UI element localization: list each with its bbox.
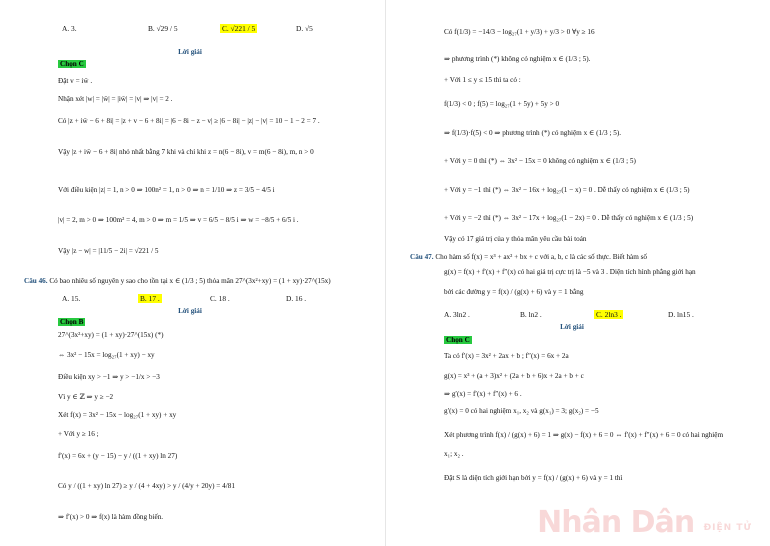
solution-line: Nhận xét |w| = |w̄| = |iw̄| = |v| ⇒ |v| = 2 . [58,95,173,103]
solution-line: g′(x) = 0 có hai nghiệm x₁, x₂ và g(x₁) = 3; g(x₂) = −5 [444,407,599,415]
solution-line: x₁; x₂ . [444,450,464,458]
solution-heading: Lời giải [178,307,202,315]
column-divider [385,0,386,546]
solution-line: Vậy có 17 giá trị của y thỏa mãn yêu cầu bài toán [444,235,587,243]
solution-line: ⇒ f′(x) > 0 ⇒ f(x) là hàm đồng biến. [58,513,164,521]
solution-line: g(x) = x³ + (a + 3)x² + (2a + b + 6)x + 2a + b + c [444,372,584,380]
solution-line: Có y / ((1 + xy) ln 27) ≥ y / (4 + 4xy) > y / (4/y + 20y) = 4/81 [58,482,235,490]
solution-line: Với điều kiện |z| = 1, n > 0 ⇒ 100n² = 1, n > 0 ⇒ n = 1/10 ⇒ z = 3/5 − 4/5 i [58,186,275,194]
solution-line: f(1/3) < 0 ; f(5) = log₂₇(1 + 5y) + 5y > 0 [444,100,560,108]
solution-line: Vì y ∈ ℤ ⇒ y ≥ −2 [58,393,114,401]
option-c-answer: C. 2ln3 . [596,310,622,319]
solution-line: + Với y = −1 thì (*) ⇔ 3x² − 16x + log₂₇(1 − x) = 0 . Dễ thấy có nghiệm x ∈ (1/3 ; 5) [444,186,690,194]
option-b: B. √29 / 5 [148,24,178,33]
answer-choice-badge: Chọn C [60,60,84,68]
solution-line: Có f(1/3) = −14/3 − log₂₇(1 + y/3) + y/3 > 0 ∀y ≥ 16 [444,28,595,36]
solution-line: Có |z + iw̄ − 6 + 8i| = |z + v − 6 + 8i| = |6 − 8i − z − v| ≥ |6 − 8i| − |z| − |v| = 10 − 1 − 2 = 7 . [58,117,320,125]
watermark-brand: Nhân Dân [537,505,695,540]
solution-line: Vậy |z − w| = |11/5 − 2i| = √221 / 5 [58,247,159,255]
solution-line: ⇒ phương trình (*) không có nghiệm x ∈ (1/3 ; 5). [444,55,591,63]
option-b-answer: B. 17 . [140,294,160,303]
question-number: Câu 47. [410,253,434,261]
question-text: g(x) = f(x) + f′(x) + f″(x) có hai giá trị cực trị là −5 và 3 . Diện tích hình phẳng giới hạn [444,268,696,276]
solution-line: f′(x) = 6x + (y − 15) − y / ((1 + xy) ln 27) [58,452,178,460]
solution-line: ⇒ f(1/3)·f(5) < 0 ⇒ phương trình (*) có nghiệm x ∈ (1/3 ; 5). [444,129,622,137]
solution-line: Đặt v = iw̄ . [58,77,93,85]
solution-heading: Lời giải [178,48,202,56]
solution-line: Điều kiện xy > −1 ⇒ y > −1/x > −3 [58,373,160,381]
option-a: A. 15. [62,294,81,303]
option-d: D. 16 . [286,294,307,303]
answer-choice-badge: Chọn B [60,318,84,326]
option-b: B. ln2 . [520,310,542,319]
option-c-answer: C. √221 / 5 [222,24,256,33]
option-a: A. 3ln2 . [444,310,470,319]
solution-line: Ta có f′(x) = 3x² + 2ax + b ; f″(x) = 6x + 2a [444,352,569,360]
solution-line: Xét f(x) = 3x² − 15x − log₂₇(1 + xy) + xy [58,411,177,419]
watermark-sub: ĐIỆN TỬ [703,523,752,533]
question-text: bởi các đường y = f(x) / (g(x) + 6) và y = 1 bằng [444,288,584,296]
solution-line: + Với y = −2 thì (*) ⇔ 3x² − 17x + log₂₇(1 − 2x) = 0 . Dễ thấy có nghiệm x ∈ (1/3 ; 5) [444,214,694,222]
option-d: D. ln15 . [668,310,694,319]
solution-line: + Với y ≥ 16 ; [58,430,99,438]
answer-choice-badge: Chọn C [446,336,470,344]
solution-line: |v| = 2, m > 0 ⇒ 100m² = 4, m > 0 ⇒ m = 1/5 ⇒ v = 6/5 − 8/5 i ⇒ w = −8/5 + 6/5 i . [58,216,299,224]
solution-line: Đặt S là diện tích giới hạn bởi y = f(x) / (g(x) + 6) và y = 1 thì [444,474,623,482]
question-number: Câu 46. [24,277,48,285]
solution-line: ⇔ 3x² − 15x = log₂₇(1 + xy) − xy [58,351,155,359]
solution-line: Xét phương trình f(x) / (g(x) + 6) = 1 ⇒ g(x) − f(x) + 6 = 0 ⇔ f′(x) + f″(x) + 6 = 0 có hai nghiệm [444,431,724,439]
option-d: D. √5 [296,24,313,33]
solution-line: + Với y = 0 thì (*) ⇔ 3x² − 15x = 0 không có nghiệm x ∈ (1/3 ; 5) [444,157,636,165]
solution-line: 27^(3x²+xy) = (1 + xy)·27^(15x) (*) [58,331,164,339]
solution-line: + Với 1 ≤ y ≤ 15 thì ta có : [444,76,521,84]
newspaper-watermark-logo [537,505,752,540]
solution-line: ⇒ g′(x) = f′(x) + f″(x) + 6 . [444,390,522,398]
solution-heading: Lời giải [560,323,584,331]
option-a: A. 3. [62,24,77,33]
solution-line: Vậy |z + iw̄ − 6 + 8i| nhỏ nhất bằng 7 khi và chỉ khi z = n(6 − 8i), v = m(6 − 8i), m, n > 0 [58,148,314,156]
option-c: C. 18 . [210,294,230,303]
question-text: Cho hàm số f(x) = x³ + ax² + bx + c với a, b, c là các số thực. Biết hàm số [435,253,648,261]
left-column [10,0,380,546]
right-column [392,0,762,546]
question-text: Có bao nhiêu số nguyên y sao cho tồn tại x ∈ (1/3 ; 5) thỏa mãn 27^(3x²+xy) = (1 + xy)·27^(15x) [49,277,331,285]
